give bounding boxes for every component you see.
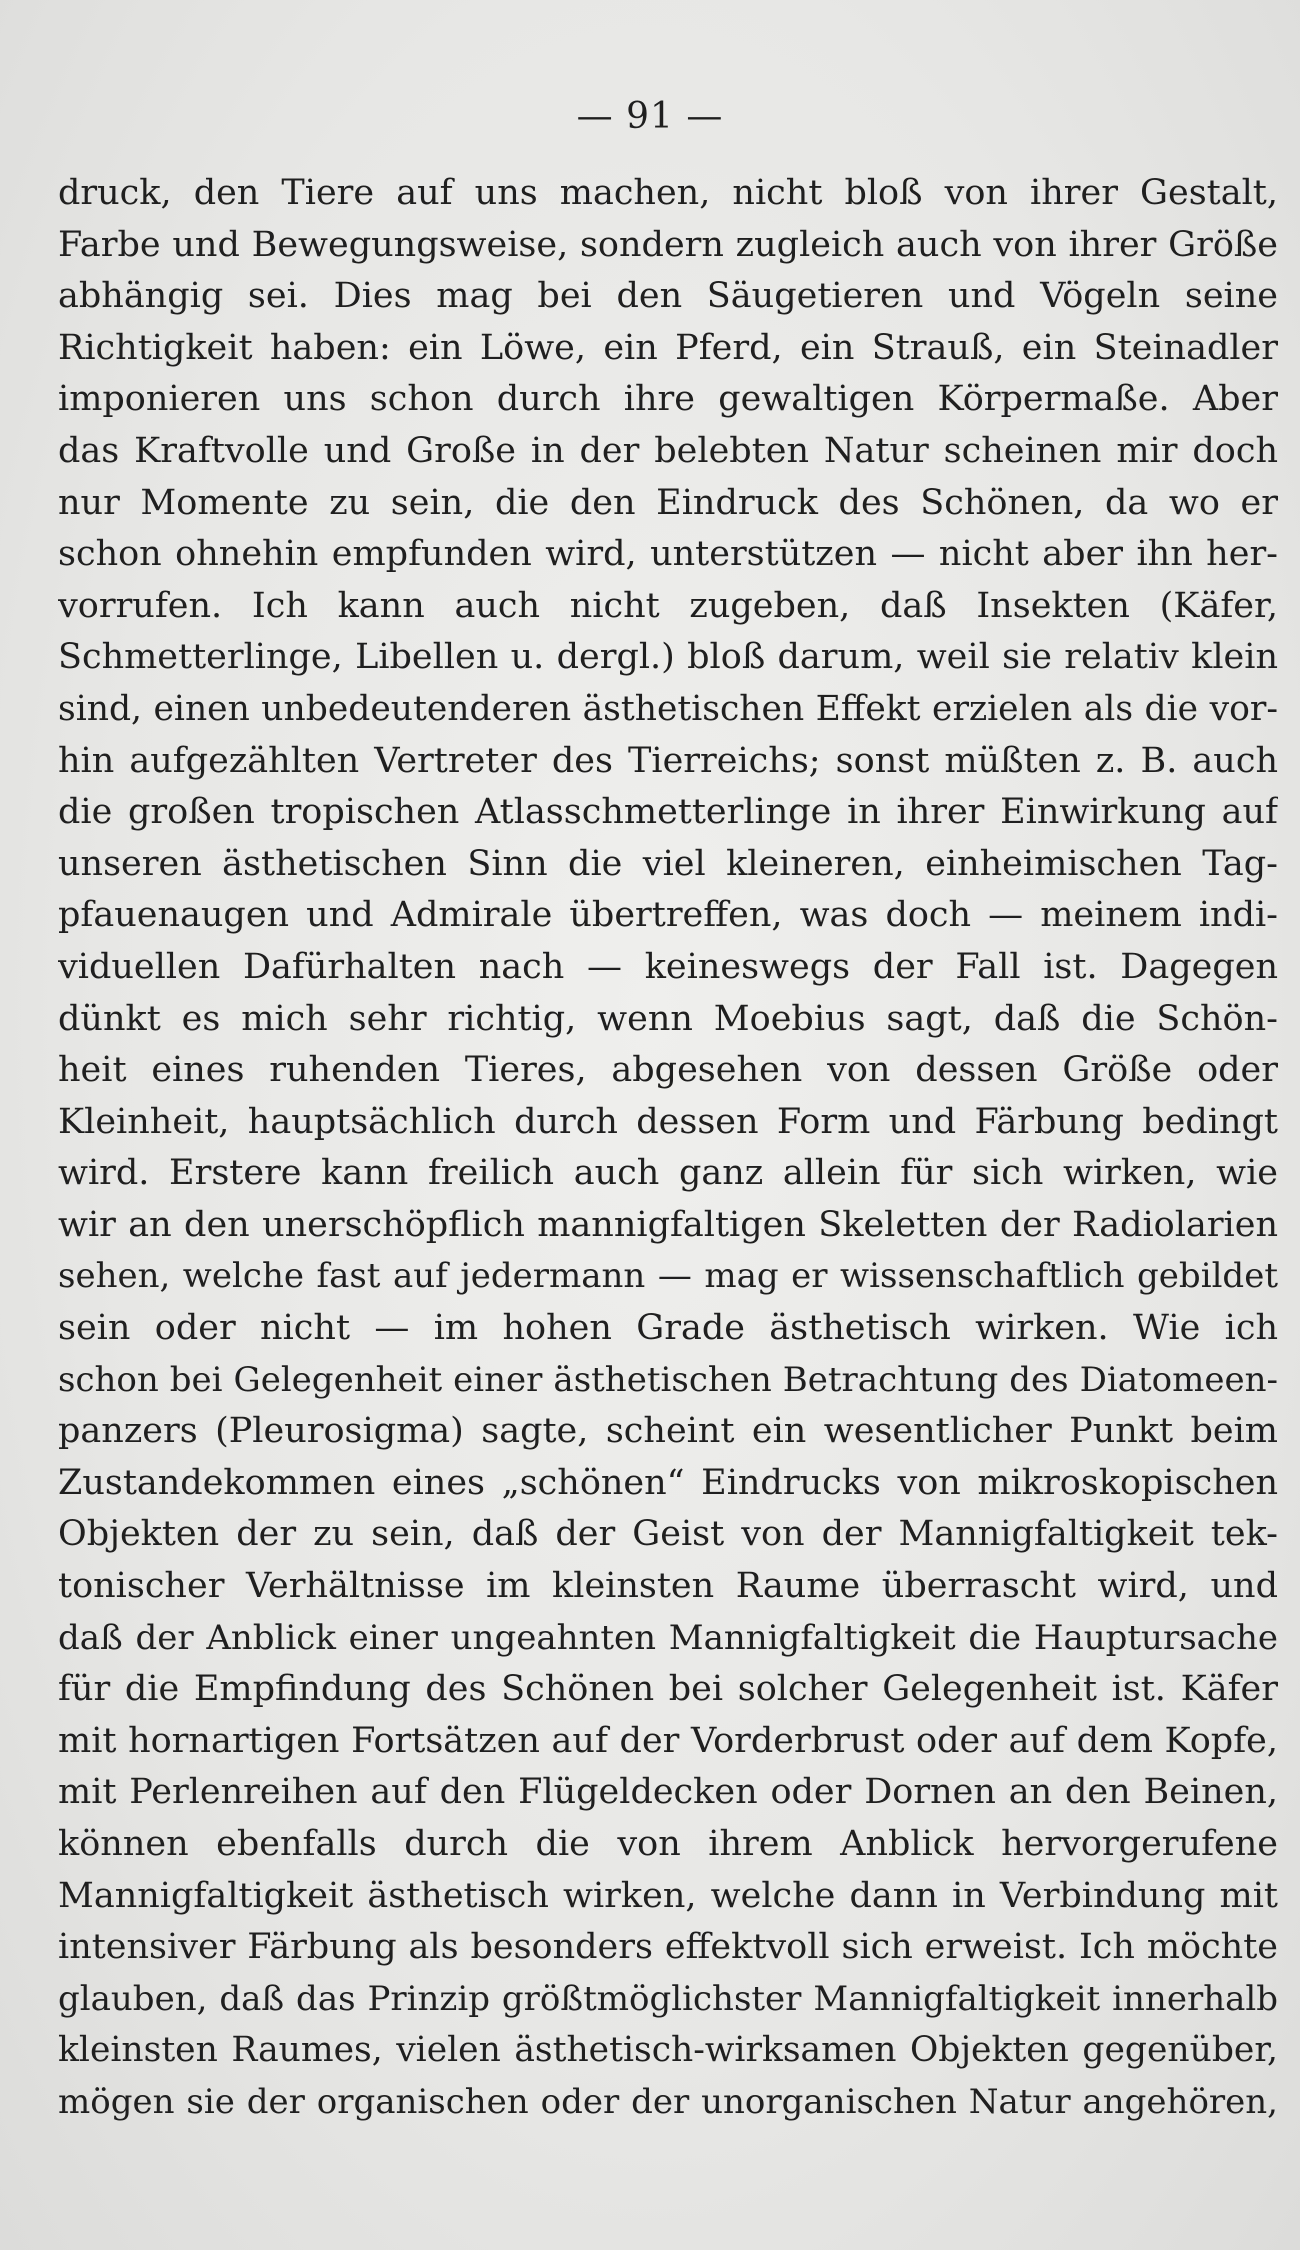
text-line: hin aufgezählten Vertreter des Tierreichs; sonst müßten z. B. auch <box>58 740 1278 781</box>
text-line: panzers (Pleurosigma) sagte, scheint ein wesentlicher Punkt beim <box>58 1411 1278 1452</box>
body-text <box>58 168 1278 2129</box>
text-line: heit eines ruhenden Tieres, abgesehen von dessen Größe oder <box>58 1050 1278 1091</box>
text-line: tonischer Verhältnisse im kleinsten Raume überrascht wird, und <box>58 1566 1278 1607</box>
text-line: nur Momente zu sein, die den Eindruck des Schönen, da wo er <box>58 482 1278 523</box>
text-line: unseren ästhetischen Sinn die viel kleineren, einheimischen Tag- <box>58 843 1278 884</box>
text-line: können ebenfalls durch die von ihrem Anblick hervorgerufene <box>58 1824 1278 1864</box>
text-line: sehen, welche fast auf jedermann — mag er wissenschaftlich gebildet <box>58 1256 1278 1297</box>
text-line: Kleinheit, hauptsächlich durch dessen Form und Färbung bedingt <box>58 1101 1278 1142</box>
text-line: mit Perlenreihen auf den Flügeldecken oder Dornen an den Beinen, <box>58 1772 1278 1813</box>
text-line: druck, den Tiere auf uns machen, nicht bloß von ihrer Gestalt, <box>58 173 1278 213</box>
text-line: pfauenaugen und Admirale übertreffen, was doch — meinem indi- <box>58 895 1278 936</box>
text-line: viduellen Dafürhalten nach — keineswegs der Fall ist. Dagegen <box>58 946 1278 987</box>
text-line: für die Empfindung des Schönen bei solcher Gelegenheit ist. Käfer <box>58 1669 1278 1710</box>
text-line: die großen tropischen Atlasschmetterlinge in ihrer Einwirkung auf <box>58 792 1278 833</box>
text-line: mögen sie der organischen oder der unorganischen Natur angehören, <box>58 2081 1278 2122</box>
text-line: Objekten der zu sein, daß der Geist von der Mannigfaltigkeit tek- <box>58 1514 1278 1555</box>
text-line: sind, einen unbedeutenderen ästhetischen Effekt erzielen als die vor- <box>58 688 1278 729</box>
text-line: glauben, daß das Prinzip größtmöglichster Mannigfaltigkeit innerhalb <box>58 1978 1278 2019</box>
text-line: dünkt es mich sehr richtig, wenn Moebius sagt, daß die Schön- <box>58 998 1278 1039</box>
text-line: wir an den unerschöpflich mannigfaltigen Skeletten der Radiolarien <box>58 1204 1278 1245</box>
text-line: daß der Anblick einer ungeahnten Mannigfaltigkeit die Hauptursache <box>58 1617 1278 1658</box>
page-number: — 91 — <box>576 96 724 137</box>
text-line: schon bei Gelegenheit einer ästhetischen Betrachtung des Diatomeen- <box>58 1359 1278 1400</box>
text-line: vorrufen. Ich kann auch nicht zugeben, daß Insekten (Käfer, <box>58 585 1278 626</box>
text-line: Zustandekommen eines „schönen“ Eindrucks von mikroskopischen <box>58 1462 1278 1503</box>
text-line: kleinsten Raumes, vielen ästhetisch-wirksamen Objekten gegenüber, <box>58 2030 1278 2071</box>
text-line: imponieren uns schon durch ihre gewaltigen Körpermaße. Aber <box>58 379 1278 420</box>
text-line: das Kraftvolle und Große in der belebten Natur scheinen mir doch <box>58 430 1278 471</box>
text-line: mit hornartigen Fortsätzen auf der Vorderbrust oder auf dem Kopfe, <box>58 1720 1278 1761</box>
text-line: Richtigkeit haben: ein Löwe, ein Pferd, ein Strauß, ein Steinadler <box>58 327 1278 368</box>
text-line: Mannigfaltigkeit ästhetisch wirken, welche dann in Verbindung mit <box>58 1875 1278 1916</box>
text-line: abhängig sei. Dies mag bei den Säugetieren und Vögeln seine <box>58 276 1278 317</box>
text-line: intensiver Färbung als besonders effektvoll sich erweist. Ich möchte <box>58 1927 1278 1968</box>
text-line: Schmetterlinge, Libellen u. dergl.) bloß darum, weil sie relativ klein <box>58 637 1278 678</box>
text-line: sein oder nicht — im hohen Grade ästhetisch wirken. Wie ich <box>58 1308 1278 1349</box>
text-line: schon ohnehin empfunden wird, unterstützen — nicht aber ihn her- <box>58 534 1278 575</box>
text-line: wird. Erstere kann freilich auch ganz allein für sich wirken, wie <box>58 1153 1278 1194</box>
text-line: Farbe und Bewegungsweise, sondern zugleich auch von ihrer Größe <box>58 224 1278 265</box>
